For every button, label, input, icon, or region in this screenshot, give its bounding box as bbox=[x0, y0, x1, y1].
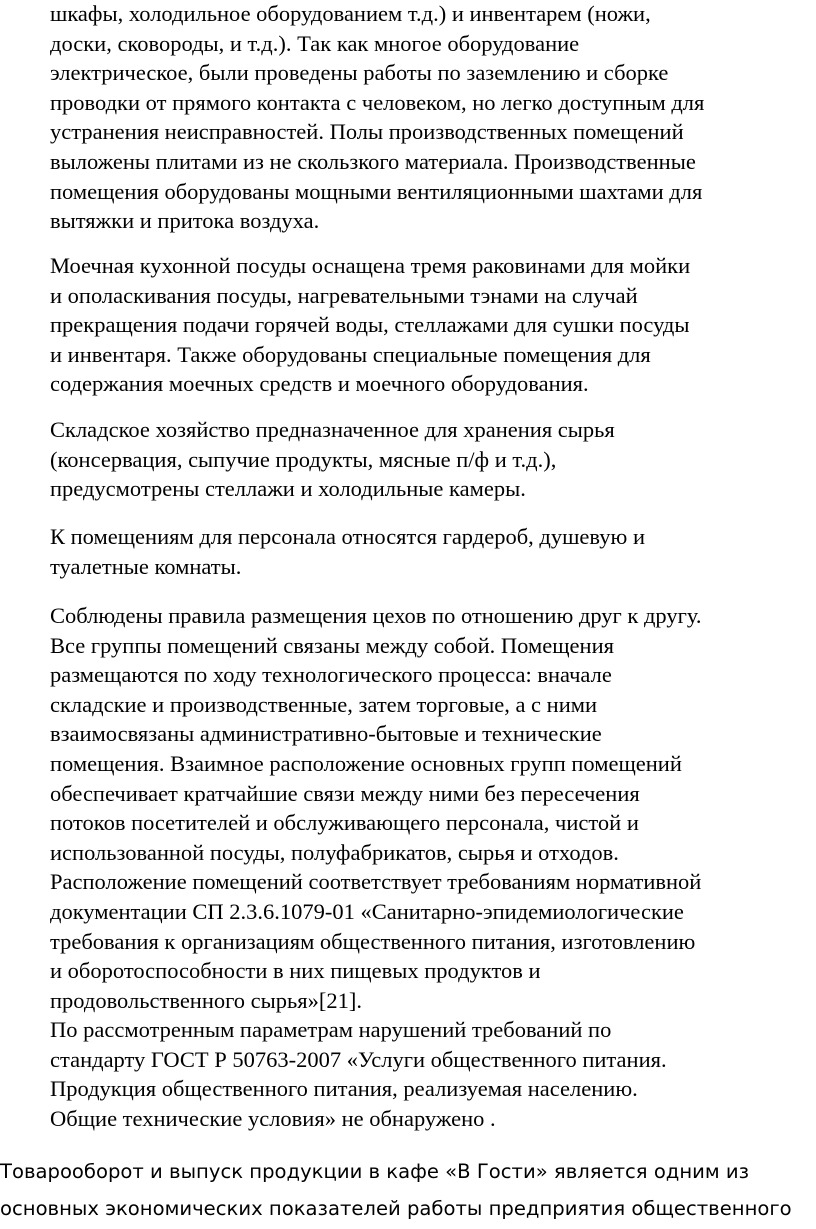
paragraph-dishwashing: Моечная кухонной посуды оснащена тремя раковинами для мойки и ополаскивания посуды, нагревательными тэнами на случай прекращения подачи горячей воды, стеллажами для сушки посуды и инвентаря. Также оборудованы специальные помещения для содержания моечных средств и моечного оборудования. bbox=[50, 253, 691, 397]
paragraph-room-layout: Соблюдены правила размещения цехов по отношению друг к другу. Все группы помещений связаны между собой. Помещения размещаются по ходу технологического процесса: вначале складские и производственные, затем торговые, а с ними взаимосвязаны административно-бытовые и технические помещения. Взаимное расположение основных групп помещений обеспечивает кратчайшие связи между ними без пересечения потоков посетителей и обслуживающего персонала, чистой и использованной посуды, полуфабрикатов, сырья и отходов. Расположение помещений соответствует требованиям нормативной документации СП 2.3.6.1079-01 «Санитарно-эпидемиологические требования к организациям общественного питания, изготовлению и оборотоспособности в них пищевых продуктов и продовольственного сырья»[21]. bbox=[50, 603, 702, 1013]
paragraph-staff-rooms: К помещениям для персонала относятся гардероб, душевую и туалетные комнаты. bbox=[50, 524, 645, 579]
paragraph-equipment: шкафы, холодильное оборудованием т.д.) и инвентарем (ножи, доски, сковороды, и т.д.). Так как многое оборудование электрическое, были проведены работы по заземлению и сборке проводки от прямого контакта с человеком, но легко доступным для устранения неисправностей. Полы производственных помещений выложены плитами из не скользкого материала. Производственные помещения оборудованы мощными вентиляционными шахтами для вытяжки и притока воздуха. bbox=[50, 1, 705, 234]
paragraph-storage: Складское хозяйство предназначенное для хранения сырья (консервация, сыпучие продукты, мясные п/ф и т.д.), предусмотрены стеллажи и холодильные камеры. bbox=[50, 417, 615, 502]
paragraph-gost-compliance: По рассмотренным параметрам нарушений требований по стандарту ГОСТ Р 50763-2007 «Услуги общественного питания. Продукция общественного питания, реализуемая населению. Общие технические условия» не обнаружено . bbox=[50, 1017, 667, 1131]
paragraph-turnover: Товарооборот и выпуск продукции в кафе «В Гости» является одним из основных экономических показателей работы предприятия общественного bbox=[0, 1160, 792, 1220]
